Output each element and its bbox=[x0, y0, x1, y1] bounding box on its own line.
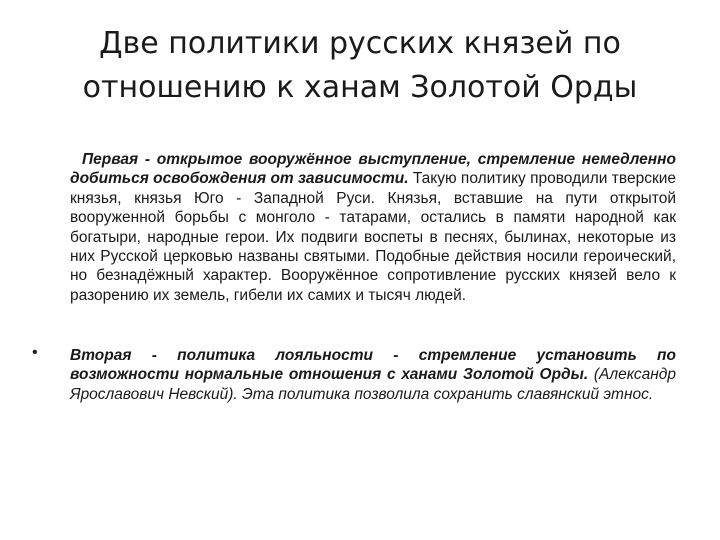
title-line-2: отношению к ханам Золотой Орды bbox=[82, 70, 638, 105]
bullet-marker: • bbox=[32, 344, 38, 361]
slide-title bbox=[30, 22, 690, 110]
title-line-1: Две политики русских князей по bbox=[99, 26, 621, 61]
second-policy-paragraph bbox=[70, 346, 676, 404]
first-policy-emphasis: Первая - открытое вооружённое выступление, стремление немедленно добиться освобождения от зависимости. bbox=[70, 151, 676, 188]
second-policy-emphasis: Вторая - политика лояльности - стремление установить по возможности нормальные отношения с ханами Золотой Орды. bbox=[70, 347, 676, 384]
second-policy-text: (Александр Ярославович Невский). Эта политика позволила сохранить славянский этнос. bbox=[70, 366, 676, 403]
first-policy-text: Такую политику проводили тверские князья, князья Юго - Западной Руси. Князья, вставшие на пути открытой вооруженной борьбы с монголо - татарами, остались в памяти народной как богатыри, народные герои. Их подвиги воспеты в песнях, былинах, некоторые из них Русской церковью названы святыми. Подобные действия носили героический, но безнадёжный характер. Вооружённое сопротивление русских князей вело к разорению их земель, гибели их самих и тысяч людей. bbox=[70, 170, 676, 304]
first-policy-paragraph bbox=[70, 150, 676, 305]
